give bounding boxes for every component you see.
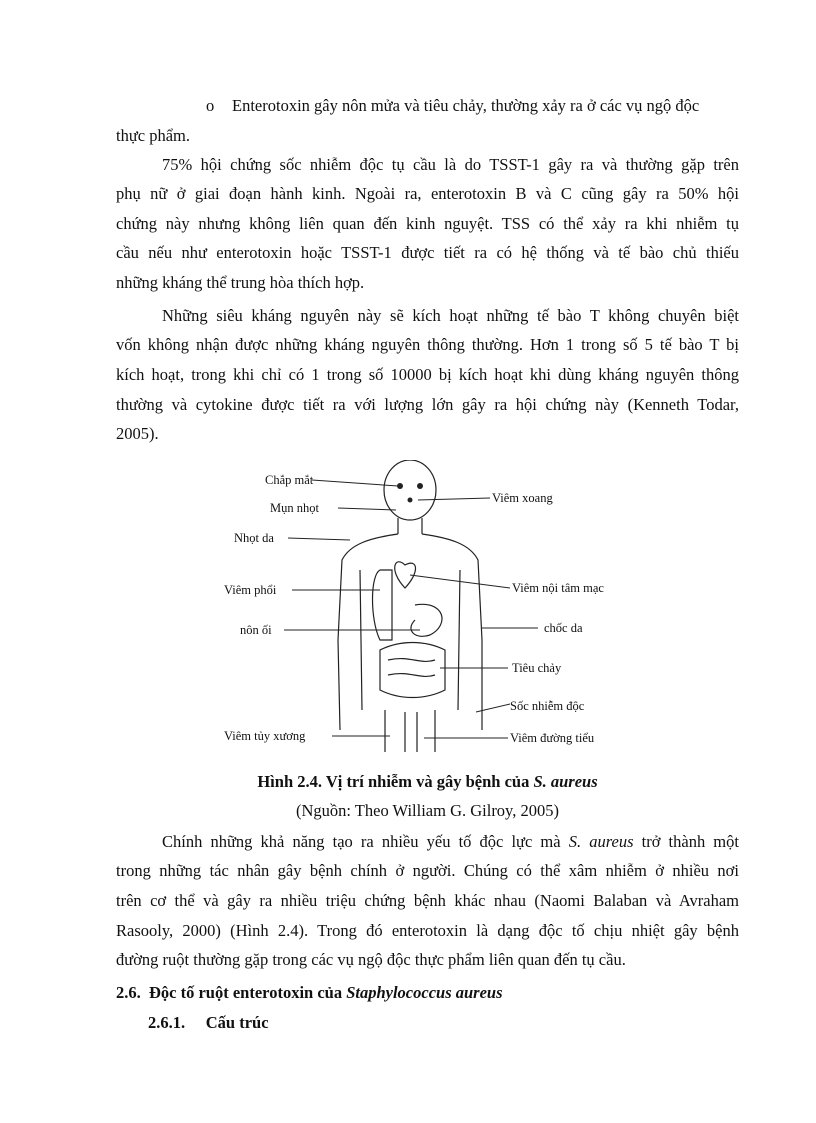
- eye-right: [417, 483, 423, 489]
- para3-text-a: Chính những khả năng tạo ra nhiều yếu tố độc lực mà: [162, 832, 569, 851]
- head-outline: [384, 460, 436, 520]
- pointer-mun-nhot: [338, 508, 396, 510]
- figure-caption: [116, 772, 739, 792]
- nose: [408, 498, 413, 503]
- para1-line: những kháng thể trung hòa thích hợp.: [116, 273, 365, 292]
- para3-line: đường ruột thường gặp trong các vụ ngộ độc thực phẩm liên quan đến tụ cầu.: [116, 950, 626, 969]
- left-arm-inner: [360, 570, 362, 710]
- para3-line: trong những tác nhân gây bệnh chính ở người. Chúng có thể xâm nhiễm ở nhiều nơi: [116, 861, 739, 880]
- subsection-title: Cấu trúc: [205, 1013, 269, 1032]
- label-choc-da: chốc da: [544, 621, 583, 635]
- label-nhot-da: Nhọt da: [234, 531, 274, 545]
- para2-line: thường và cytokine được tiết ra với lượng lớn gây ra hội chứng này (Kenneth Todar,: [116, 395, 739, 414]
- label-tieu-chay: Tiêu chảy: [512, 661, 562, 675]
- caption-prefix: Hình 2.4. Vị trí nhiễm và gây bệnh của: [257, 772, 534, 791]
- bullet-item: [206, 96, 739, 116]
- para1-line: phụ nữ ở giai đoạn hành kinh. Ngoài ra, enterotoxin B và C cũng gây ra 50% hội: [116, 184, 739, 203]
- label-mun-nhot: Mụn nhọt: [270, 501, 319, 515]
- bullet-text: Enterotoxin gây nôn mửa và tiêu chảy, thường xảy ra ở các vụ ngộ độc: [232, 96, 700, 115]
- section-number: 2.6.: [116, 983, 141, 1002]
- subsection-heading: [148, 1013, 269, 1033]
- label-viem-duong-tieu: Viêm đường tiểu: [510, 731, 595, 745]
- label-non-oi: nôn ối: [240, 623, 272, 637]
- para2-line: 2005).: [116, 424, 159, 443]
- para3-line: trên cơ thể và gây ra nhiều triệu chứng bệnh khác nhau (Naomi Balaban và Avraham: [116, 891, 739, 910]
- para1-line: 75% hội chứng sốc nhiễm độc tụ cầu là do TSST-1 gây ra và thường gặp trên: [162, 155, 739, 174]
- para3-line-first: [162, 832, 739, 852]
- para3-text-b: trở thành một: [633, 832, 739, 851]
- body-diagram: [220, 460, 640, 752]
- right-body-outline: [422, 534, 482, 730]
- legs: [385, 710, 435, 752]
- intestines: [380, 643, 445, 698]
- para1-line: chứng này nhưng không liên quan đến kinh nguyệt. TSS có thể xảy ra khi nhiễm tụ: [116, 214, 739, 233]
- figure-source: (Nguồn: Theo William G. Gilroy, 2005): [295, 801, 559, 820]
- label-viem-phoi: Viêm phổi: [224, 583, 277, 597]
- pointer-viem-xoang: [418, 498, 490, 500]
- para2-line: vốn không nhận được những kháng nguyên thông thường. Hơn 1 trong số 5 tế bào T bị: [116, 335, 739, 354]
- subsection-number: 2.6.1.: [148, 1013, 186, 1032]
- body-infection-figure: [220, 460, 640, 752]
- section-title: Độc tố ruột enterotoxin của: [149, 983, 347, 1002]
- caption-species: S. aureus: [533, 772, 598, 791]
- intestine-folds: [388, 659, 435, 677]
- para1-line: cầu nếu như enterotoxin hoặc TSST-1 được tiết ra có hệ thống và tế bào chủ thiếu: [116, 243, 739, 262]
- label-viem-tuy-xuong: Viêm tủy xương: [224, 729, 306, 743]
- left-body-outline: [338, 534, 398, 730]
- para2-line: kích hoạt, trong khi chỉ có 1 trong số 10000 bị kích hoạt khi dùng kháng nguyên thông: [116, 365, 739, 384]
- section-heading: [116, 983, 503, 1003]
- stomach: [411, 604, 442, 636]
- section-species: Staphylococcus aureus: [346, 983, 503, 1002]
- label-viem-xoang: Viêm xoang: [492, 491, 553, 505]
- pointer-nhot-da: [288, 538, 350, 540]
- para3-line: Rasooly, 2000) (Hình 2.4). Trong đó enterotoxin là dạng độc tố chịu nhiệt gây bệnh: [116, 921, 739, 940]
- label-chap-mat: Chắp mắt: [265, 473, 314, 487]
- para3-species: S. aureus: [568, 832, 634, 851]
- pointer-soc-nhiem-doc: [476, 704, 510, 712]
- right-arm-inner: [458, 570, 460, 710]
- label-soc-nhiem-doc: Sốc nhiễm độc: [510, 699, 585, 713]
- para2-line: Những siêu kháng nguyên này sẽ kích hoạt những tế bào T không chuyên biệt: [162, 306, 739, 325]
- bullet-marker: o: [206, 96, 215, 115]
- bullet-text-continuation: thực phẩm.: [116, 126, 191, 145]
- label-viem-noi-tam-mac: Viêm nội tâm mạc: [512, 581, 604, 595]
